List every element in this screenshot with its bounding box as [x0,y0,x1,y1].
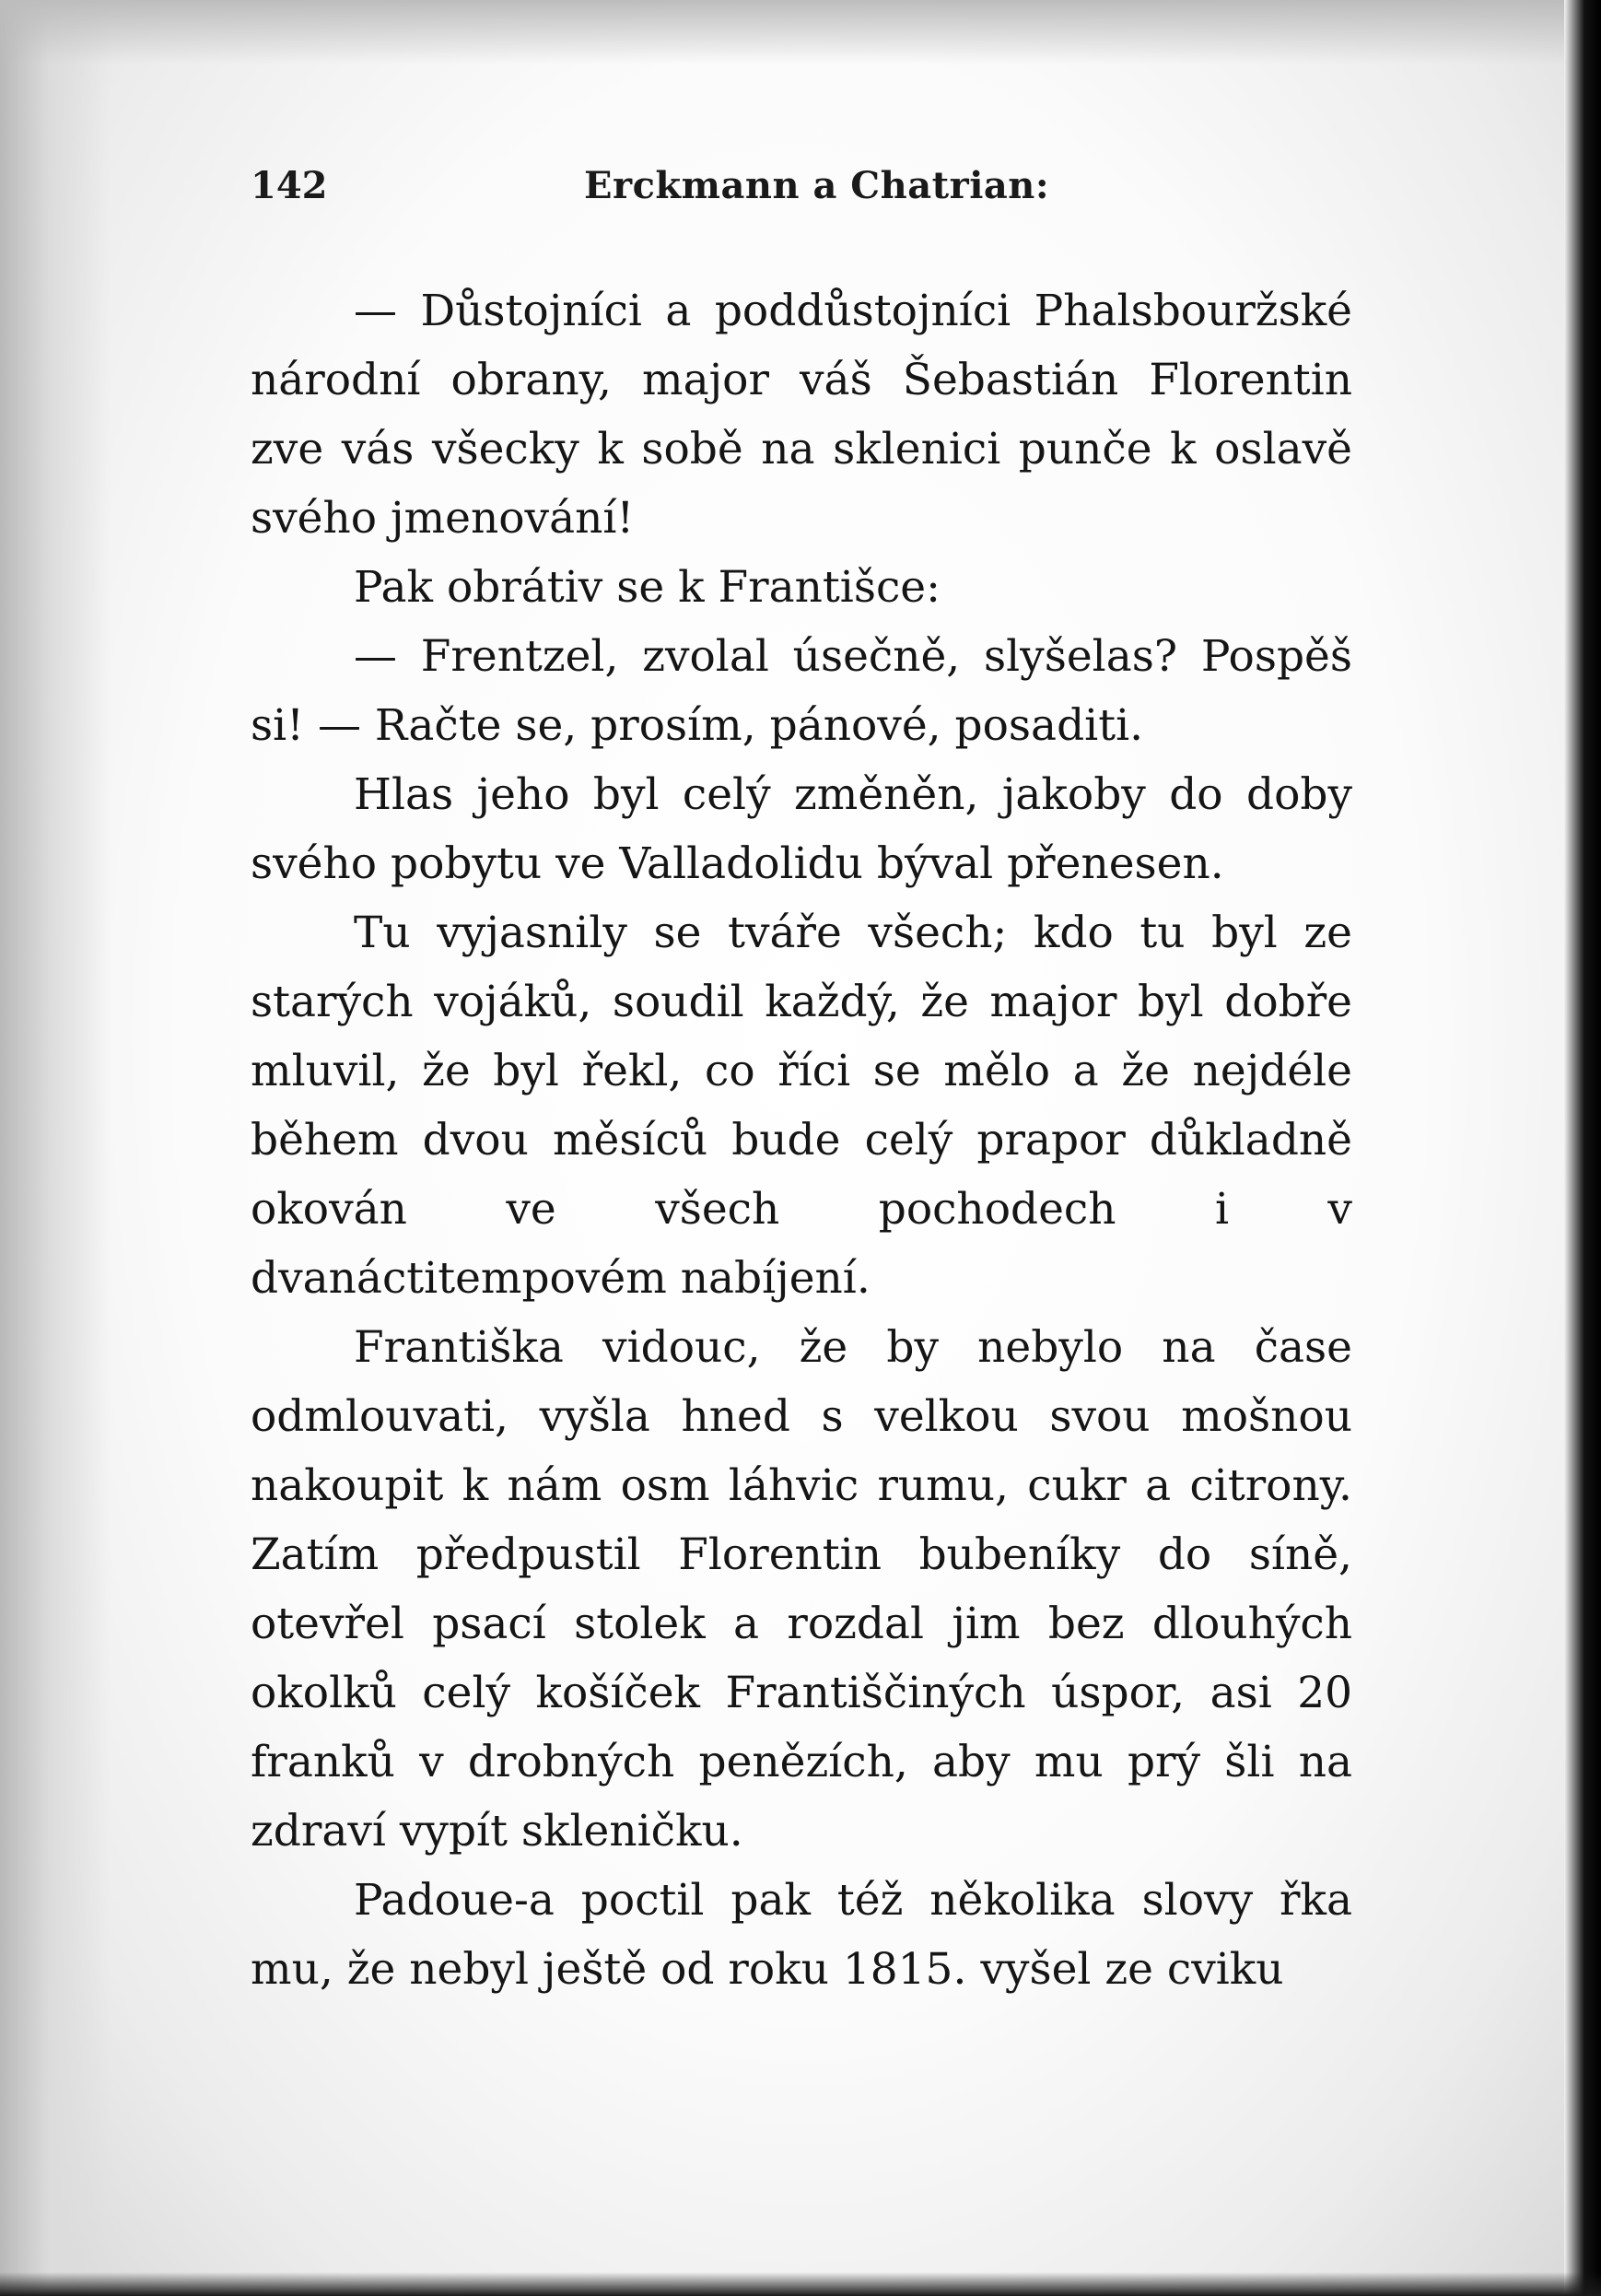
page-edge-shadow [1564,0,1601,2296]
spine-shadow [0,0,111,2296]
body-text [251,276,1352,2004]
page-header [251,164,1356,219]
paragraph: Padoue-a poctil pak též několika slovy řka mu, že nebyl ještě od roku 1815. vyšel ze cviku [251,1875,1352,1995]
bottom-edge-shadow [0,2272,1601,2296]
paragraph: Františka vidouc, že by nebylo na čase odmlouvati, vyšla hned s velkou svou mošnou nakoupit k nám osm láhvic rumu, cukr a citrony. Zatím předpustil Florentin bubeníky do síně, otevřel psací stolek a rozdal jim bez dlouhých okolků celý košíček Františčiných úspor, asi 20 franků v drobných penězích, aby mu prý šli na zdraví vypít skleničku. [251,1322,1352,1857]
top-shadow [0,0,1601,64]
running-head: Erckmann a Chatrian: [584,164,1050,207]
paragraph: Hlas jeho byl celý změněn, jakoby do doby svého pobytu ve Valladolidu býval přenesen. [251,769,1352,889]
paragraph: Tu vyjasnily se tváře všech; kdo tu byl ze starých vojáků, soudil každý, že major byl dobře mluvil, že byl řekl, co říci se mělo a že nejdéle během dvou měsíců bude celý prapor důkladně okován ve všech pochodech i v dvanáctitempovém nabíjení. [251,908,1352,1304]
page-number: 142 [251,164,328,207]
paragraph: — Důstojníci a poddůstojníci Phalsbouržské národní obrany, major váš Šebastián Florentin zve vás všecky k sobě na sklenici punče k oslavě svého jmenování! [251,286,1352,544]
paragraph: Pak obrátiv se k Františce: [354,562,941,613]
paragraph: — Frentzel, zvolal úsečně, slyšelas? Pospěš si! — Račte se, prosím, pánové, posaditi. [251,631,1352,751]
